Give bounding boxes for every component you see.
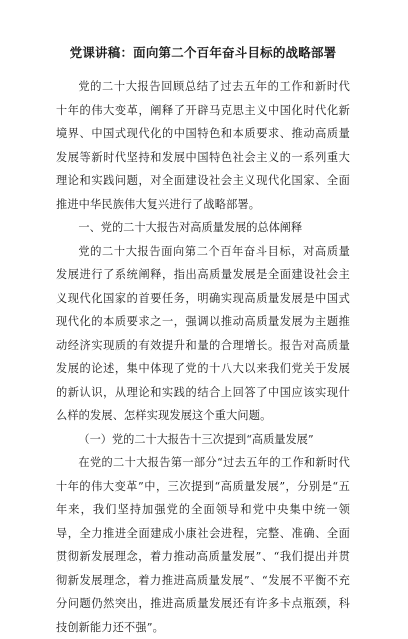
document-title: 党课讲稿：面向第二个百年奋斗目标的战略部署 bbox=[69, 45, 337, 60]
paragraph-details: 在党的二十大报告第一部分“过去五年的工作和新时代十年的伟大变革”中，三次提到“高质量发展”，分别是“五年来，我们坚持加强党的全面领导和党中央集中统一领导，全力推进全面建成小康社会进程，完整、准确、全面贯彻新发展理念，着力推动高质量发展”、“我们提出并贯彻新发展理念，着力推进高质量发展”、“发展不平衡不充分问题仍然突出，推进高质量发展还有许多卡点瓶颈，科技创新能力还不强”。 bbox=[56, 456, 350, 634]
paragraph-overview: 党的二十大报告面向第二个百年奋斗目标，对高质量发展进行了系统阐释，指出高质量发展是全面建设社会主义现代化国家的首要任务，明确实现高质量发展是中国式现代化的本质要求之一，强调以推动高质量发展为主题推动经济实现质的有效提升和量的合理增长。报告对高质量发展的论述，集中体现了党的十八大以来我们党关于发展的新认识，从理论和实践的结合上回答了中国应该实现什么样的发展、怎样实现发展这个重大问题。 bbox=[56, 244, 350, 422]
paragraph-intro: 党的二十大报告回顾总结了过去五年的工作和新时代十年的伟大变革，阐释了开辟马克思主义中国化时代化新境界、中国式现代化的中国特色和本质要求、推动高质量发展等新时代坚持和发展中国特色社会主义的一系列重大理论和实践问题，对全面建设社会主义现代化国家、全面推进中华民族伟大复兴进行了战略部署。 bbox=[56, 80, 350, 211]
subsection-heading-1: （一）党的二十大报告十三次提到“高质量发展” bbox=[78, 432, 314, 446]
section-heading-1: 一、党的二十大报告对高质量发展的总体阐释 bbox=[78, 221, 303, 234]
